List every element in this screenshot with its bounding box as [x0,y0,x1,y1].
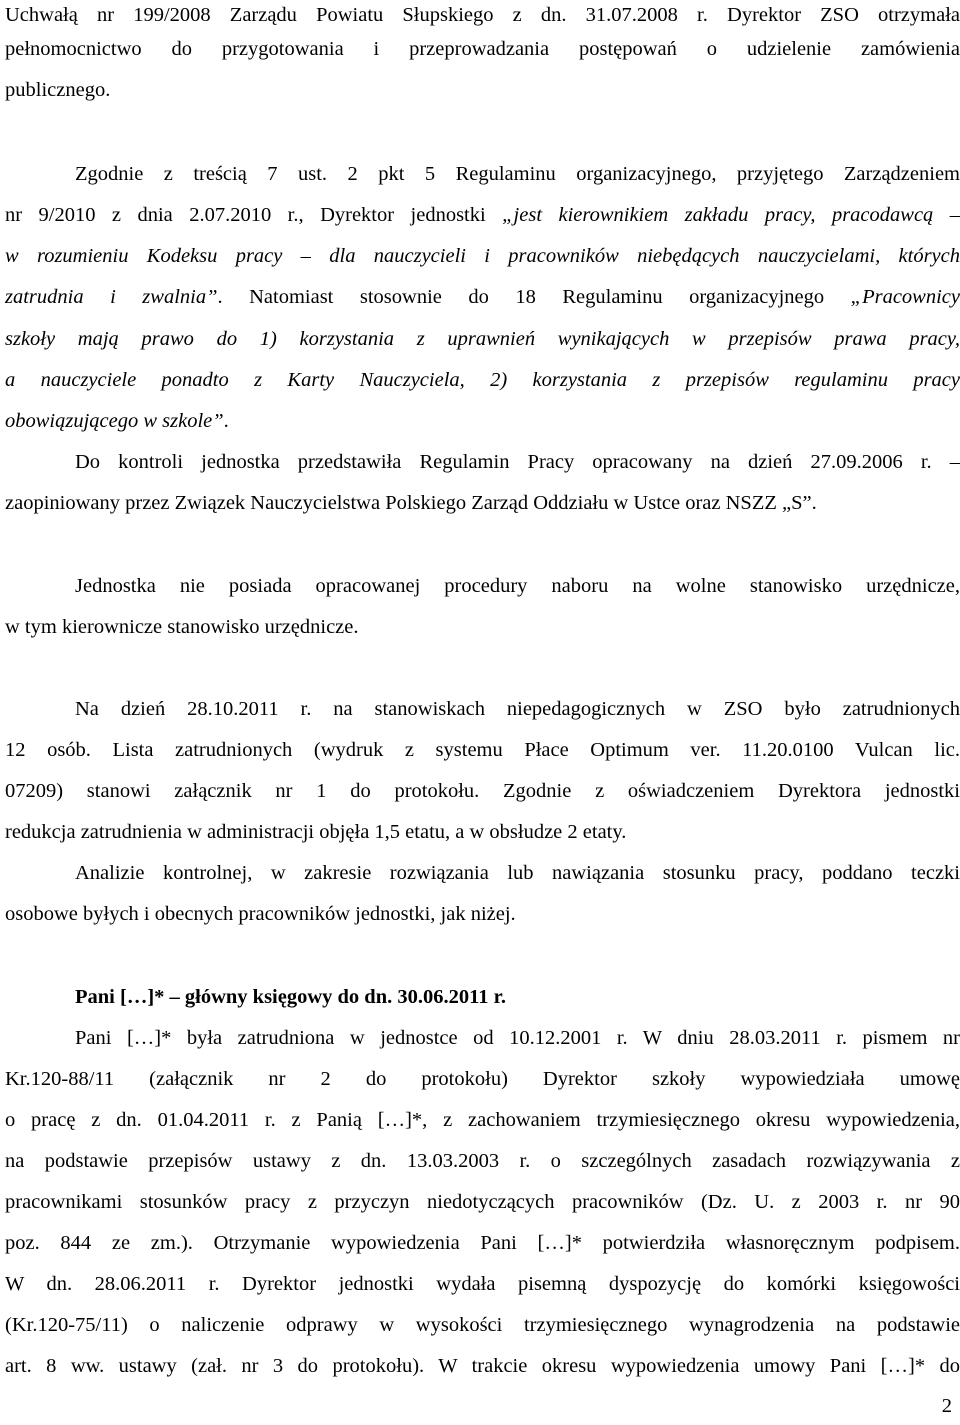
heading-text: Pani […]* – główny księgowy do dn. 30.06.2011 r. [75,986,506,1008]
text-span: pracownikami stosunków pracy z przyczyn niedotyczących pracowników (Dz. U. z 2003 r. nr 90 [5,1191,960,1213]
text-span: pełnomocnictwo do przygotowania i przeprowadzania postępowań o udzielenie zamówienia [5,38,960,60]
text-line [5,1269,960,1299]
text-span: publicznego. [5,79,111,101]
text-line [5,1228,960,1258]
text-line [5,1310,960,1340]
text-span: redukcja zatrudnienia w administracji objęła 1,5 etatu, a w obsłudze 2 etaty. [5,821,627,843]
text-line [75,159,960,189]
text-line [5,1146,960,1176]
italic-span: „Pracownicy [850,286,960,308]
text-line [75,1023,960,1053]
text-span: 07209) stanowi załącznik nr 1 do protokołu. Zgodnie z oświadczeniem Dyrektora jednostki [5,780,960,802]
text-line [5,817,960,847]
text-span: nr 9/2010 z dnia 2.07.2010 r., Dyrektor jednostki [5,204,503,226]
italic-span: w rozumieniu Kodeksu pracy – dla nauczycieli i pracowników niebędących nauczycielami, których [5,245,960,267]
text-span: Jednostka nie posiada opracowanej procedury naboru na wolne stanowisko urzędnicze, [75,575,960,597]
text-line [5,34,960,64]
text-span: . [223,410,229,432]
text-span: Do kontroli jednostka przedstawiła Regulamin Pracy opracowany na dzień 27.09.2006 r. – [75,451,960,473]
text-span: W dn. 28.06.2011 r. Dyrektor jednostki wydała pisemną dyspozycję do komórki księgowości [5,1273,960,1295]
text-span: w tym kierownicze stanowisko urzędnicze. [5,616,359,638]
text-line [5,0,960,30]
page-number: 2 [941,1395,952,1417]
text-span: Pani […]* była zatrudniona w jednostce od 10.12.2001 r. W dniu 28.03.2011 r. pismem nr [75,1027,960,1049]
text-line [5,1351,960,1381]
text-span: Uchwałą nr 199/2008 Zarządu Powiatu Słupskiego z dn. 31.07.2008 r. Dyrektor ZSO otrzymała [5,4,960,26]
text-line [75,571,960,601]
text-line [5,899,960,929]
text-span: Kr.120-88/11 (załącznik nr 2 do protokołu) Dyrektor szkoły wypowiedziała umowę [5,1068,960,1090]
text-span: Na dzień 28.10.2011 r. na stanowiskach niepedagogicznych w ZSO było zatrudnionych [75,698,960,720]
text-span: poz. 844 ze zm.). Otrzymanie wypowiedzenia Pani […]* potwierdziła własnoręcznym podpisem. [5,1232,960,1254]
text-line [5,1187,960,1217]
text-span: (Kr.120-75/11) o naliczenie odprawy w wysokości trzymiesięcznego wynagrodzenia na podstawie [5,1314,960,1336]
text-line [5,200,960,230]
text-line [75,694,960,724]
text-span: Zgodnie z treścią 7 ust. 2 pkt 5 Regulaminu organizacyjnego, przyjętego Zarządzeniem [75,163,960,185]
text-line [5,75,960,105]
text-span: o pracę z dn. 01.04.2011 r. z Panią […]*, z zachowaniem trzymiesięcznego okresu wypowiedzenia, [5,1109,960,1131]
text-line [5,488,960,518]
text-line [75,858,960,888]
text-line [5,406,960,436]
text-line [5,1105,960,1135]
text-line [75,447,960,477]
text-line [5,776,960,806]
text-span: zaopiniowany przez Związek Nauczycielstwa Polskiego Zarząd Oddziału w Ustce oraz NSZZ „S”. [5,492,817,514]
italic-span: zatrudnia i zwalnia” [5,286,218,308]
italic-span: a nauczyciele ponadto z Karty Nauczyciela, 2) korzystania z przepisów regulaminu pracy [5,369,960,391]
text-line [5,612,960,642]
text-line [5,241,960,271]
section-heading [75,982,960,1012]
text-span: . Natomiast stosownie do 18 Regulaminu organizacyjnego [217,286,851,308]
text-line [5,735,960,765]
italic-span: obowiązującego w szkole” [5,410,224,432]
text-span: Analizie kontrolnej, w zakresie rozwiązania lub nawiązania stosunku pracy, poddano teczki [75,862,960,884]
italic-span: „jest kierownikiem zakładu pracy, pracodawcą – [502,204,960,226]
text-line [5,324,960,354]
text-span: na podstawie przepisów ustawy z dn. 13.03.2003 r. o szczególnych zasadach rozwiązywania z [5,1150,960,1172]
text-span: osobowe byłych i obecnych pracowników jednostki, jak niżej. [5,903,516,925]
text-span: 12 osób. Lista zatrudnionych (wydruk z systemu Płace Optimum ver. 11.20.0100 Vulcan lic. [5,739,960,761]
text-line [5,1064,960,1094]
text-line [5,365,960,395]
text-line [5,282,960,312]
text-span: art. 8 ww. ustawy (zał. nr 3 do protokołu). W trakcie okresu wypowiedzenia umowy Pani […]* do [5,1355,960,1377]
italic-span: szkoły mają prawo do 1) korzystania z uprawnień wynikających w przepisów prawa pracy, [5,328,960,350]
